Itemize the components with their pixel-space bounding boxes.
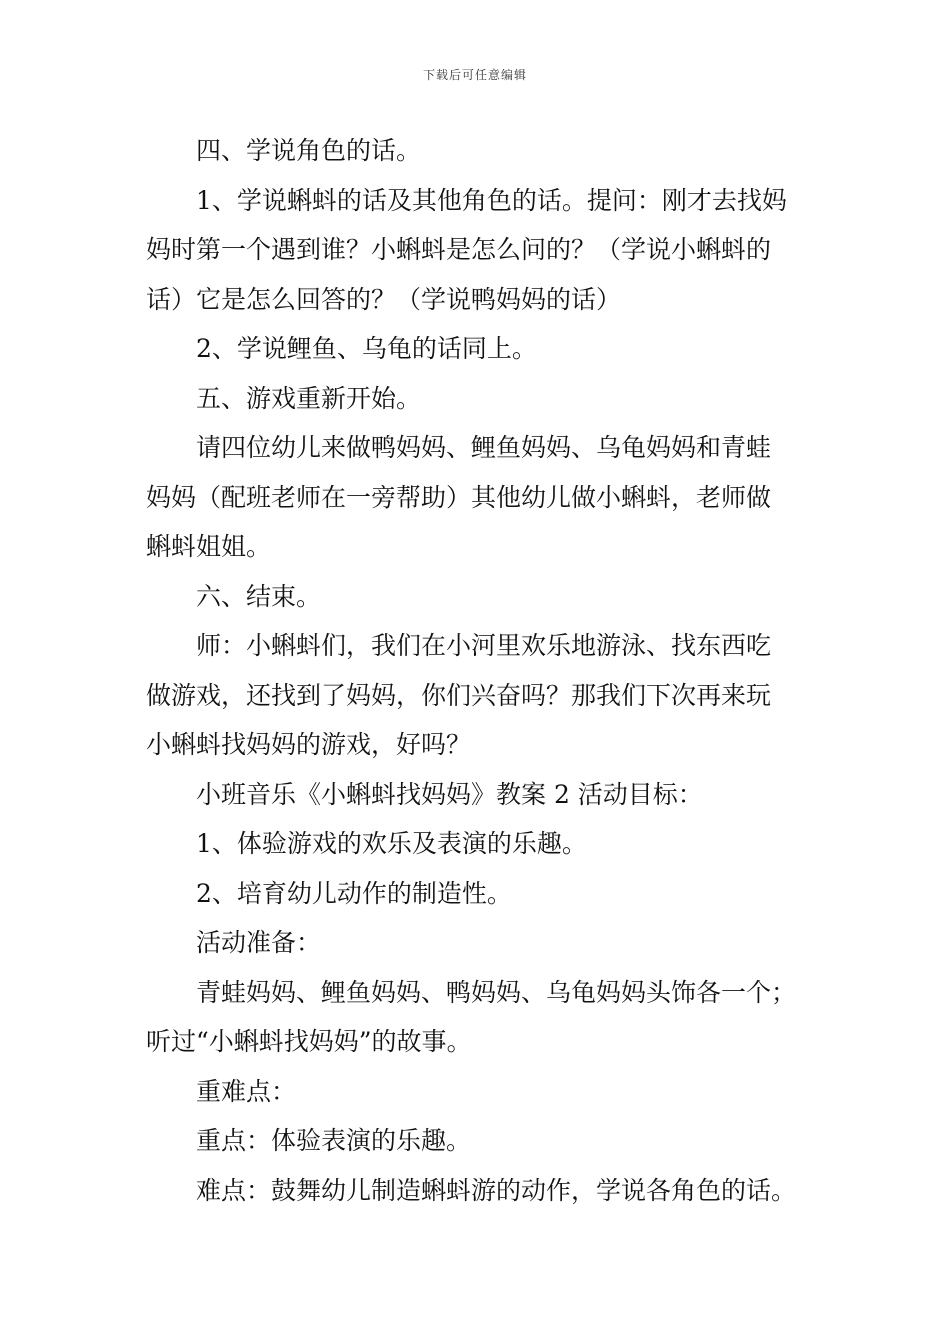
paragraph-line-first: 1、体验游戏的欢乐及表演的乐趣。 [196, 829, 587, 858]
paragraph-line-first: 青蛙妈妈、鲤鱼妈妈、鸭妈妈、乌龟妈妈头饰各一个； [196, 977, 797, 1007]
paragraph-line-first: 师：小蝌蚪们，我们在小河里欢乐地游泳、找东西吃 [196, 631, 772, 660]
paragraph-line: 小蝌蚪找妈妈的游戏，好吗？ [146, 730, 472, 759]
document-body [146, 126, 810, 1215]
paragraph-line-first: 1、学说蝌蚪的话及其他角色的话。提问：刚才去找妈 [196, 185, 787, 215]
paragraph-line-first: 五、游戏重新开始。 [196, 383, 422, 413]
paragraph-line: 话）它是怎么回答的？（学说鸭妈妈的话） [146, 284, 622, 314]
paragraph-line: 妈时第一个遇到谁？小蝌蚪是怎么问的？（学说小蝌蚪的 [146, 235, 772, 264]
paragraph-line-first: 请四位幼儿来做鸭妈妈、鲤鱼妈妈、乌龟妈妈和青蛙 [196, 433, 772, 462]
paragraph-line: 蝌蚪姐姐。 [146, 532, 272, 561]
paragraph-line-first: 2、学说鲤鱼、乌龟的话同上。 [196, 334, 537, 363]
paragraph-line-first: 四、学说角色的话。 [196, 136, 422, 165]
page-header: 下载后可任意编辑 [422, 68, 527, 82]
paragraph-line: 妈妈（配班老师在一旁帮助）其他幼儿做小蝌蚪，老师做 [146, 482, 772, 512]
paragraph-line: 听过“小蝌蚪找妈妈”的故事。 [146, 1027, 472, 1056]
paragraph-line-first: 六、结束。 [196, 581, 322, 611]
paragraph-line-first: 重难点： [196, 1076, 297, 1106]
paragraph-line-first: 重点：体验表演的乐趣。 [196, 1126, 472, 1155]
paragraph-line-first: 小班音乐《小蝌蚪找妈妈》教案 2 活动目标： [196, 779, 703, 809]
paragraph-line: 做游戏，还找到了妈妈，你们兴奋吗？那我们下次再来玩 [146, 680, 772, 710]
paragraph-line-first: 难点：鼓舞幼儿制造蝌蚪游的动作，学说各角色的话。 [196, 1175, 797, 1205]
paragraph-line-first: 活动准备： [196, 928, 322, 957]
paragraph-line-first: 2、培育幼儿动作的制造性。 [196, 878, 512, 908]
